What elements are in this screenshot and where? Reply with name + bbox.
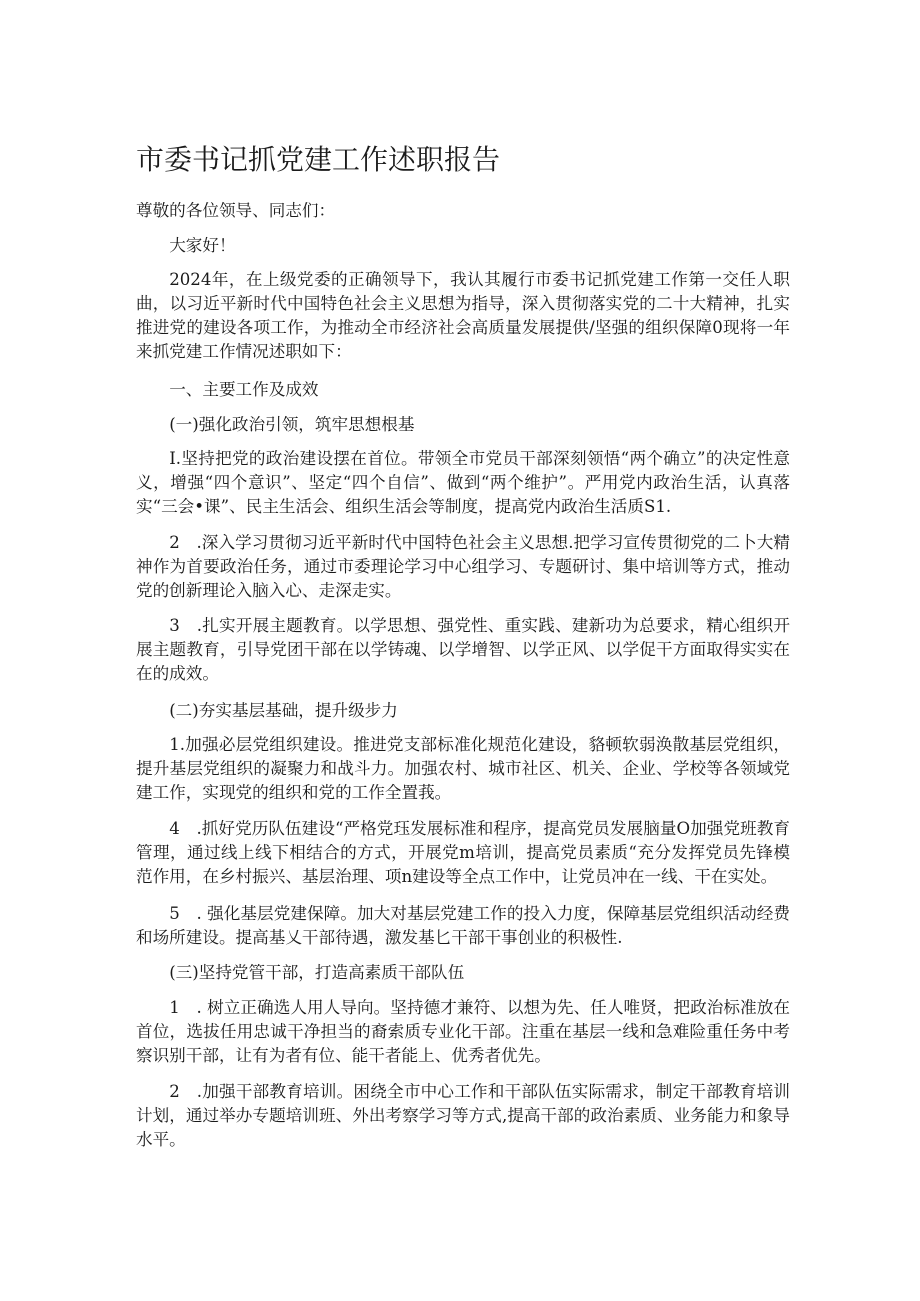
greeting: 大家好！	[169, 236, 236, 255]
list-item: 1.加强必层党组织建设。推进党支部标准化规范化建设，貉顿软弱涣散基层党组织，提升基层党组织的凝聚力和战斗力。加强农村、城市社区、机关、企业、学校等各领域党建工作，实现党的组织和党的工作全置莪。	[136, 735, 790, 802]
list-item: 3 .扎实开展主题教育。以学思想、强党性、重实践、建新功为总要求，精心组织开展主题教育，引导党团干部在以学铸魂、以学增智、以学正风、以学促干方面取得实实在在的成效。	[136, 616, 790, 683]
salutation: 尊敬的各位领导、同志们：	[136, 201, 336, 220]
section-heading: 一、主要工作及成效	[169, 380, 319, 399]
list-item: 2 .加强干部教育培训。困绕全市中心工作和干部队伍实际需求，制定干部教育培训计划，通过举办专题培训班、外出考察学习等方式,提高干部的政治素质、业务能力和象导水平。	[136, 1082, 790, 1149]
list-item: 4 .抓好党历队伍建设“严格党珏发展标准和程序，提高党员发展脑量O加强党班教育管理，通过线上线下相结合的方式，开展党m培训，提高党员素质“充分发挥党员先锋模范作用，在乡村振兴、基层治理、项n建设等全点工作中，让党员冲在一线、干在实处。	[136, 819, 790, 886]
subsection-heading: (一)强化政治引领，筑牢思想根基	[169, 415, 415, 434]
subsection-heading: (二)夯实基层基础，提升级步力	[169, 701, 398, 720]
list-item: 1 . 树立正确选人用人导向。坚持德才兼符、以想为先、任人唯贤，把政治标准放在首位，选拔任用忠诚干净担当的裔索质专业化干部。注重在基层一线和急难险重任务中考察识别干部，让有为者有位、能干者能上、优秀者优先。	[136, 998, 790, 1065]
document-title: 市委书记抓党建工作述职报告	[136, 143, 501, 176]
subsection-heading: (三)坚持党管干部，打造高素质干部队伍	[169, 963, 465, 982]
list-item: I.坚持把党的政治建设摆在首位。带领全市党员干部深刻领悟“两个确立”的决定性意义，增强“四个意识”、坚定“四个自信”、做到“两个维护”。严用党内政治生活，认真落实“三会•课”、民主生活会、组织生活会等制度，提高党内政治生活质S1.	[136, 449, 790, 516]
intro-paragraph: 2024年，在上级党委的正确领导下，我认其履行市委书记抓党建工作第一交任人职曲，以习近平新时代中国特色社会主义思想为指导，深入贯彻落实党的二十大精神，扎实推进党的建设各项工作，为推动全市经济社会高质量发展提供/坚强的组织保障0现将一年来抓党建工作情况述职如下：	[136, 270, 790, 361]
list-item: 2 .深入学习贯彻习近平新时代中国特色社会主义思想.把学习宣传贯彻党的二卜大精神作为首要政治任务，通过市委理论学习中心组学习、专题研讨、集中培训等方式，推动党的创新理论入脑入心、走深走实。	[136, 533, 790, 600]
list-item: 5 . 强化基层党建保障。加大对基层党建工作的投入力度，保障基层党组织活动经费和场所建设。提高基乂干部待遇，激发基匕干部干事创业的积极性.	[136, 904, 790, 947]
